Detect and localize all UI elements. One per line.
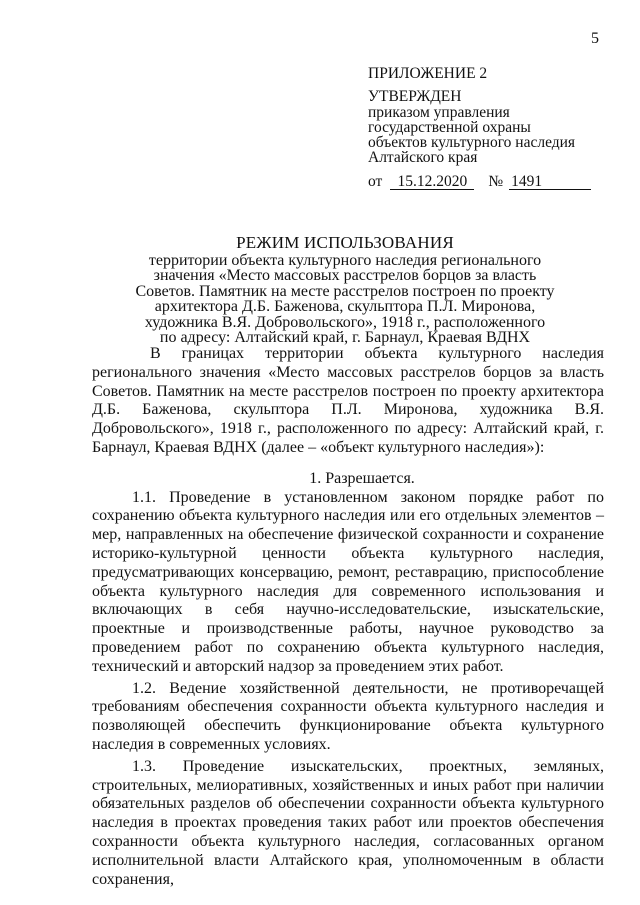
order-date-number: [368, 174, 618, 190]
approval-line: Алтайского края: [368, 149, 478, 166]
regime-subtitle-line: архитектора Д.Б. Баженова, скульптора П.Л. Миронова,: [154, 298, 536, 315]
approval-line: государственной охраны: [368, 119, 531, 136]
regime-subtitle-line: художника В.Я. Добровольского», 1918 г., расположенного: [144, 313, 546, 331]
regime-subtitle-line: Советов. Памятник на месте расстрелов построен по проекту: [135, 282, 555, 300]
regime-subtitle-line: значения «Место массовых расстрелов борцов за власть: [153, 267, 537, 284]
regime-subtitle-line: территории объекта культурного наследия регионального: [148, 251, 542, 269]
section-title: 1. Разрешается.: [309, 469, 415, 487]
document-body: [92, 345, 604, 889]
annex-title: ПРИЛОЖЕНИЕ 2: [368, 65, 488, 82]
regime-heading: [80, 235, 610, 346]
number-sign: №: [488, 173, 504, 190]
approval-line: объектов культурного наследия: [368, 134, 576, 151]
order-number: 1491: [509, 174, 591, 190]
item-paragraph: 1.3. Проведение изыскательских, проектных, земляных, строительных, мелиоративных, хозяйственных и иных работ при наличии обязательных разделов об обеспечении сохранности объекта культурного наследия в проектах проведения таких работ или проектов обеспечения сохранности объекта культурного наследия, согласованных органом исполнительной власти Алтайского края, уполномоченным в области сохранения,: [92, 757, 604, 888]
regime-title: РЕЖИМ ИСПОЛЬЗОВАНИЯ: [236, 233, 454, 252]
regime-subtitle-line: по адресу: Алтайский край, г. Барнаул, Краевая ВДНХ: [159, 329, 531, 346]
date-prefix: от: [368, 173, 383, 190]
order-date: 15.12.2020: [390, 174, 474, 190]
item-paragraph: 1.2. Ведение хозяйственной деятельности, не противоречащей требованиям обеспечения сохранности объекта культурного наследия и позволяющей обеспечить функционирование объекта культурного наследия в современных условиях.: [92, 679, 604, 753]
item-paragraph: 1.1. Проведение в установленном законом порядке работ по сохранению объекта культурного наследия или его отдельных элементов – мер, направленных на обеспечение физической сохранности и сохранение историко-культурной ценности объекта культурного наследия, предусматривающих консервацию, ремонт, реставрацию, приспособление объекта культурного наследия для современного использования и включающих в себя научно-исследовательские, изыскательские, проектные и производственные работы, научное руководство за проведением работ по сохранению объекта культурного наследия, технический и авторский надзор за проведением этих работ.: [92, 488, 604, 675]
approval-block: [368, 66, 618, 190]
intro-paragraph: В границах территории объекта культурного наследия регионального значения «Место массовых расстрелов борцов за власть Советов. Памятник на месте расстрелов построен по проекту архитектора Д.Б. Баженова, скульптора П.Л. Миронова, художника В.Я. Добровольского», 1918 г., расположенного по адресу: Алтайский край, г. Барнаул, Краевая ВДНХ (далее – «объект культурного наследия»):: [92, 345, 604, 456]
approved-title: УТВЕРЖДЕН: [368, 88, 462, 105]
page-number: 5: [591, 30, 599, 47]
approval-line: приказом управления: [368, 104, 510, 121]
